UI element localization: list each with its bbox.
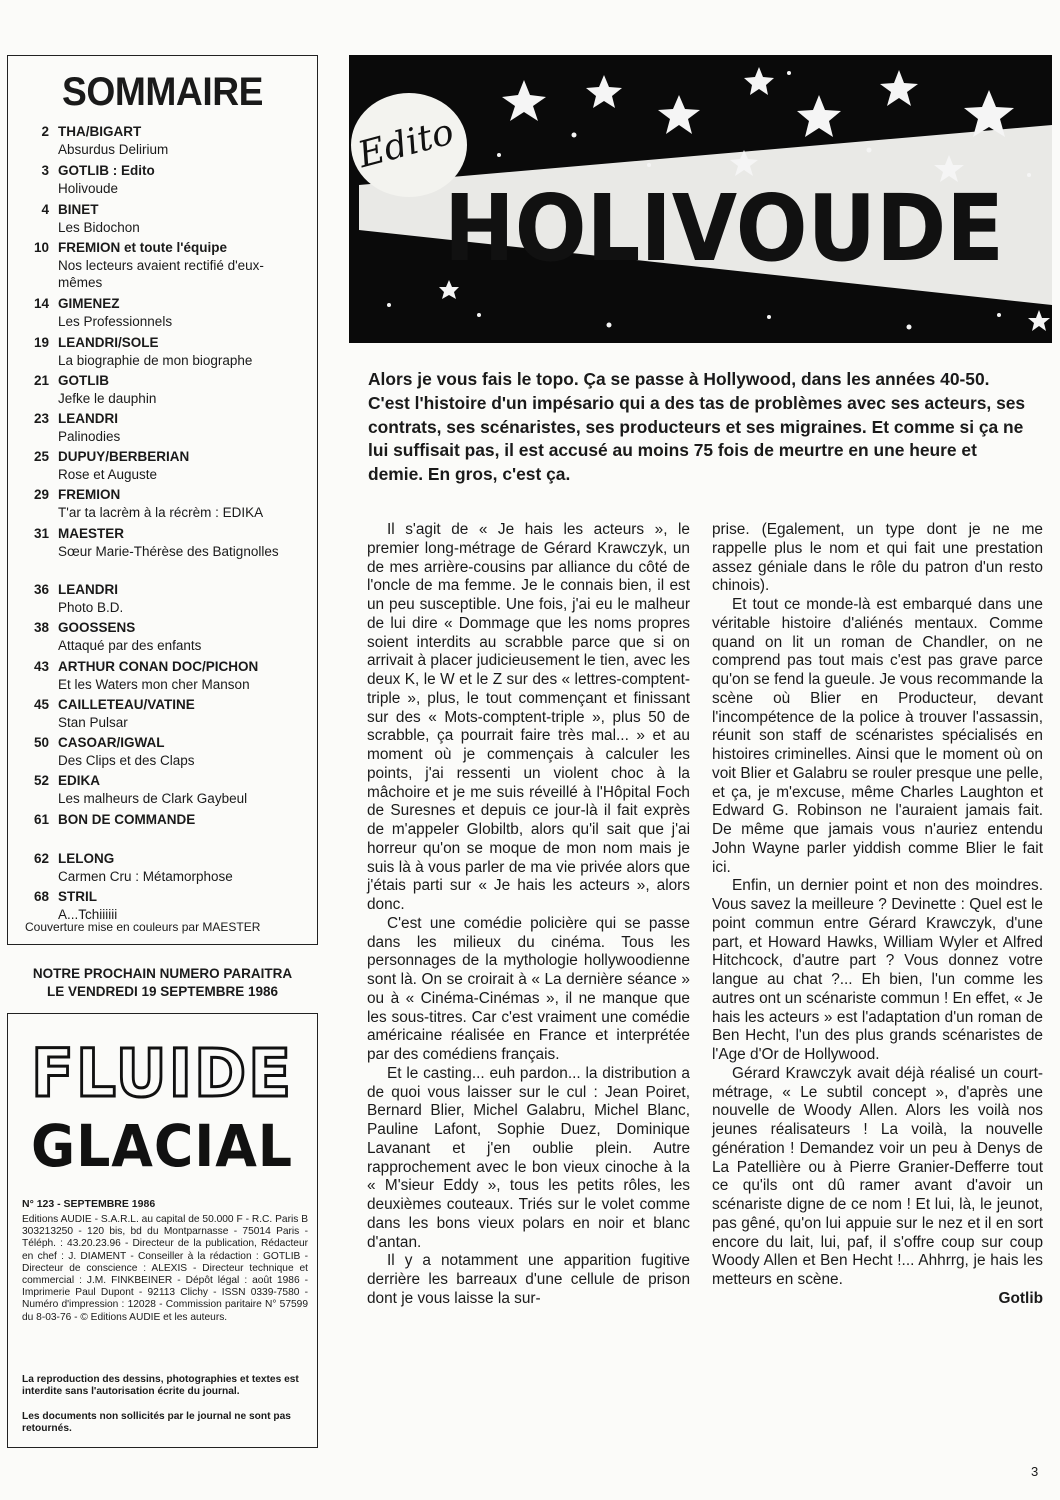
toc-page-number: 19 [33, 335, 49, 350]
toc-author: THA/BIGART [58, 124, 142, 139]
toc-page-number: 52 [33, 773, 49, 788]
toc-author: LEANDRI/SOLE [58, 335, 159, 350]
toc-title: Sœur Marie-Thérèse des Batignolles [58, 544, 279, 559]
next-issue-date: LE VENDREDI 19 SEPTEMBRE 1986 [46, 984, 279, 999]
toc-author: MAESTER [58, 526, 125, 541]
toc-page-number: 23 [33, 411, 49, 426]
logo-glacial: GLACIAL [31, 1112, 293, 1178]
toc-page-number: 45 [33, 697, 49, 712]
article-paragraph: prise. (Egalement, un type dont je ne me rappelle plus le nom et qui fait une prestation assez géniale dans le rôle du patron d'un resto chinois). [712, 521, 1043, 595]
toc-title: A...Tchiiiiii [58, 907, 118, 922]
toc-page-number: 38 [33, 620, 49, 635]
toc-author: LELONG [58, 851, 115, 866]
holivoude-banner [349, 55, 1052, 343]
article-paragraph: Enfin, un dernier point et non des moindres. Vous savez la meilleure ? Devinette : Quel est le point commun entre Gérard Krawczyk, d'une part, et Howard Hawks, William Wyler et Alfred Hitchcock, d'autre part ? Vous donnez votre langue au chat ?... Eh bien, l'un comme les autres ont un scénariste commun ! En effet, « Je hais les acteurs » est l'adaptation d'un roman de Ben Hecht, l'un des plus grands scénaristes de l'Age d'Or de Hollywood. [712, 877, 1043, 1063]
article-paragraph: C'est une comédie policière qui se passe dans les milieux du cinéma. Tous les personnages de la mythologie hollywoodienne sont là. On se croirait à « La dernière séance » ou à « Cinéma-Cinémas », il ne manque que les sous-titres. Car c'est vraiment une comédie américaine réalisée en France et interprétée par des comédiens français. [367, 914, 690, 1063]
toc-author: LEANDRI [58, 582, 118, 597]
toc-title: Palinodies [58, 429, 121, 444]
toc-author: FREMION et toute l'équipe [58, 240, 227, 255]
toc-title: Absurdus Delirium [58, 142, 169, 157]
article-lead: Alors je vous fais le topo. Ça se passe à Hollywood, dans les années 40-50. C'est l'histoire d'un impésario qui a des tas de problèmes avec ses acteurs, ses contrats, ses scénaristes, ses producteurs et ses migraines. Et comme si ça ne lui suffisait pas, il est accusé au moins 75 fois de meurtre en une heure et demie. En gros, c'est ça. [368, 369, 1026, 485]
edito-label: Edito [353, 111, 459, 177]
toc-page-number: 50 [33, 735, 49, 750]
article-paragraph: Il y a notamment une apparition fugitive derrière les barreaux d'une cellule de prison dont je vous laisse la sur- [367, 1252, 690, 1307]
toc-author: CASOAR/IGWAL [58, 735, 165, 750]
fluide-glacial-logo [22, 1028, 303, 1178]
toc-page-number: 68 [33, 889, 49, 904]
toc-author: GOTLIB [58, 373, 109, 388]
toc-title: Photo B.D. [58, 600, 124, 615]
cover-credit: Couverture mise en couleurs par MAESTER [25, 920, 261, 934]
toc-title: Rose et Auguste [58, 467, 158, 482]
toc-title: Et les Waters mon cher Manson [58, 677, 250, 692]
reproduction-notice: La reproduction des dessins, photographies et textes est interdite sans l'autorisation écrite du journal. [22, 1374, 299, 1398]
toc-title: Des Clips et des Claps [58, 753, 195, 768]
toc-page-number: 61 [33, 812, 49, 827]
unsolicited-notice: Les documents non sollicités par le journal ne sont pas retournés. [22, 1411, 291, 1435]
toc-author: CAILLETEAU/VATINE [58, 697, 195, 712]
toc-author: BON DE COMMANDE [58, 812, 196, 827]
article-paragraph: Gérard Krawczyk avait déjà réalisé un court-métrage, « Le subtil concept », d'après une nouvelle de Woody Allen. Alors les voilà nos jeunes réalisateurs ! La voilà, la nouvelle génération ! Demandez voir un peu à Denys de La Patellière ou à Pierre Granier-Defferre tout ce qu'ils ont dû ramer avant d'avoir un scénariste digne de ce nom ! Et lui, là, le jeunot, pas gêné, qu'on lui appuie sur le nez et il en sort encore du lait, lui, paf, il s'offre coup sur coup Woody Allen et Ben Hecht !... Ahhrrg, je hais les metteurs en scène. [712, 1064, 1043, 1288]
logo-fluide: FLUIDE [31, 1035, 293, 1112]
article-paragraph: Il s'agit de « Je hais les acteurs », le premier long-métrage de Gérard Krawczyk, un de mes arrière-cousins par alliance du côté de l'oncle de ma femme. Je le connais bien, il est un peu susceptible. Une fois, j'ai eu le malheur de lui dire « Dommage que les noms propres soient interdits au scrabble parce que si on arrivait à placer judicieusement le tien, avec les deux K, le W et le Z sur des « lettres-comptent-triple », plus, le tout commençant et finissant sur des « Mots-comptent-triple », plus 50 de scrabble, ça pourrait faire très mal... » et au moment où je commençais à calculer les points, j'ai ressenti un violent choc à la mâchoire et je me suis réveillé à l'Hôpital Foch de Suresnes et depuis ce jour-là il fait exprès de m'appeler Globiltb, alors qu'il sait que j'ai horreur qu'on se moque de mon nom mais je suis là à vous parler de ma vie privée alors que j'étais parti sur « Je hais les acteurs », alors donc. [367, 521, 690, 913]
toc-title: Les Professionnels [58, 314, 173, 329]
toc-title: Holivoude [58, 181, 119, 196]
toc-title: Attaqué par des enfants [58, 638, 202, 653]
article-column-1 [367, 521, 690, 1309]
toc-title: Nos lecteurs avaient rectifié d'eux-mêmes [58, 258, 264, 290]
page-number: 3 [1031, 1464, 1039, 1479]
toc-author: EDIKA [58, 773, 101, 788]
toc-page-number: 36 [33, 582, 49, 597]
toc-page-number: 21 [33, 373, 49, 388]
toc-author: GIMENEZ [58, 296, 120, 311]
toc-page-number: 29 [33, 487, 49, 502]
toc-page-number: 10 [33, 240, 49, 255]
next-issue-notice [7, 965, 318, 1001]
toc-page-number: 4 [41, 202, 49, 217]
issue-number: N° 123 - SEPTEMBRE 1986 [22, 1198, 156, 1210]
toc-author: LEANDRI [58, 411, 118, 426]
toc-author: GOTLIB : Edito [58, 163, 155, 178]
toc-title: Les Bidochon [58, 220, 140, 235]
toc-author: GOOSSENS [58, 620, 136, 635]
toc-author: ARTHUR CONAN DOC/PICHON [58, 659, 259, 674]
toc-title: Carmen Cru : Métamorphose [58, 869, 233, 884]
toc-title: Stan Pulsar [58, 715, 128, 730]
article-column-2 [712, 521, 1043, 1309]
author-signature: Gotlib [998, 1289, 1043, 1307]
toc-title: La biographie de mon biographe [58, 353, 253, 368]
toc-title: Jefke le dauphin [58, 391, 157, 406]
toc-page-number: 25 [33, 449, 49, 464]
toc-author: DUPUY/BERBERIAN [58, 449, 190, 464]
toc-page-number: 43 [33, 659, 49, 674]
toc-title: Les malheurs de Clark Gaybeul [58, 791, 248, 806]
toc-title: SOMMAIRE [62, 70, 263, 114]
masthead-box [7, 1013, 318, 1448]
toc-page-number: 3 [41, 163, 49, 178]
banner-headline: HOLIVOUDE [444, 175, 1004, 282]
toc-page-number: 14 [33, 296, 49, 311]
toc-author: STRIL [58, 889, 97, 904]
article-paragraph: Et le casting... euh pardon... la distribution a de quoi vous laisser sur le cul : Jean Poiret, Bernard Blier, Michel Galabru, Michel Blanc, Pauline Lafont, Sophie Duez, Dominique Lavanant et j'en oublie plein. Autre rapprochement avec le bon vieux cinoche à la « M'sieur Eddy », tous les petits rôles, les deuxièmes couteaux. Triés sur le volet comme dans les bons vieux polars en noir et blanc d'antan. [367, 1064, 690, 1251]
toc-page-number: 62 [33, 851, 49, 866]
toc-page-number: 2 [41, 124, 49, 139]
table-of-contents [7, 55, 318, 945]
article-paragraph: Et tout ce monde-là est embarqué dans une véritable histoire d'aliénés mentaux. Comme quand on lit un roman de Chandler, on ne comprend pas tout mais c'est pas grave parce qu'on se fend la gueule. Je vous recommande la scène où Blier en Producteur, devant l'incompétence de la police à trouver l'assassin, réunit son staff de scénaristes spécialisés en histoires criminelles. Ainsi que le moment où on voit Blier et Galabru se rouler presque une pelle, et ça, je m'excuse, même Charles Laughton et Edward G. Robinson ne l'auraient jamais fait. De même que jamais vous n'auriez entendu John Wayne parler yiddish comme Blier le fait ici. [712, 596, 1043, 876]
next-issue-line: NOTRE PROCHAIN NUMERO PARAITRA [32, 966, 293, 981]
toc-title: T'ar ta lacrèm à la récrèm : EDIKA [58, 505, 264, 520]
publisher-info: Editions AUDIE - S.A.R.L. au capital de 50.000 F - R.C. Paris B 303213250 - 120 bis, bd du Montparnasse - 75014 Paris - Téléph. : 43.20.23.96 - Directeur de la publication, Rédacteur en chef : J. DIAMENT - Conseiller à la rédaction : GOTLIB - Directeur de conscience : ALEXIS - Directeur technique et commercial : J.M. FINKBEINER - Dépôt légal : août 1986 - Imprimerie Paul Dupont - 92113 Clichy - ISSN 0339-7580 - Numéro d'impression : 12028 - Commission paritaire N° 57599 du 8-03-76 - © Editions AUDIE et les auteurs. [22, 1214, 308, 1323]
toc-author: FREMION [58, 487, 121, 502]
toc-page-number: 31 [33, 526, 49, 541]
toc-author: BINET [58, 202, 99, 217]
